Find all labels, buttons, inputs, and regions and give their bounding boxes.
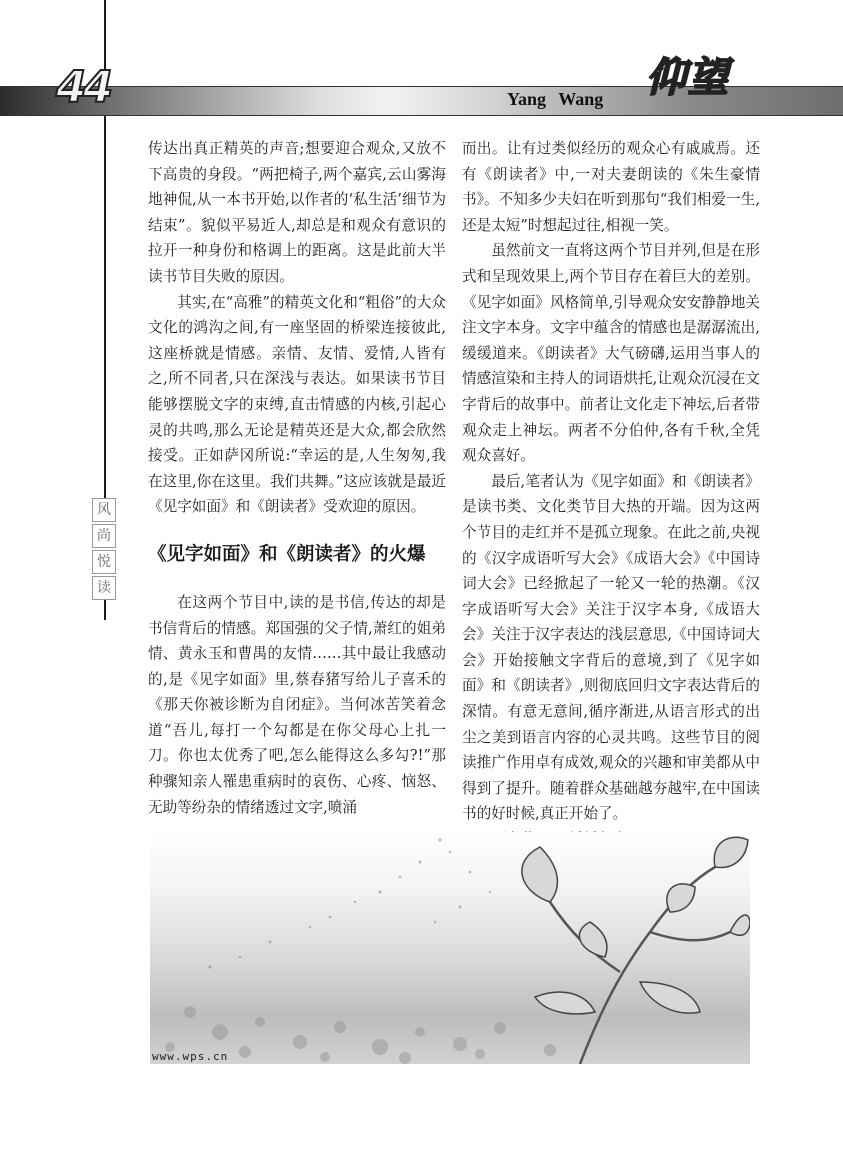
side-label-char: 风 <box>92 498 116 522</box>
paragraph: 在这两个节目中,读的是书信,传达的却是书信背后的情感。郑国强的父子情,萧红的姐弟情、黄永玉和曹禺的友情……其中最让我感动的,是《见字如面》里,蔡春猪写给儿子喜禾的《那天你被诊断为自闭症》。当何冰苦笑着念道“吾儿,每打一个勾都是在你父母心上扎一刀。你也太优秀了吧,怎么能得这么多勾?!”那种骤知亲人罹患重病时的哀伤、心疼、恼怒、无助等纷杂的情绪透过文字,喷涌 <box>148 593 446 816</box>
paragraph: 虽然前文一直将这两个节目并列,但是在形式和呈现效果上,两个节目存在着巨大的差别。《见字如面》风格简单,引导观众安安静静地关注文字本身。文字中蕴含的情感也是潺潺流出,缓缓道来。《朗读者》大气磅礴,运用当事人的情感渲染和主持人的词语烘托,让观众沉浸在文字背后的故事中。前者让文化走下神坛,后者带观众走上神坛。两者不分伯仲,各有千秋,全凭观众喜好。 <box>462 242 760 465</box>
decorative-leaf-image <box>150 832 750 1064</box>
side-label-char: 悦 <box>92 550 116 574</box>
side-label-char: 读 <box>92 576 116 600</box>
watermark-url: www.wps.cn <box>152 1050 229 1063</box>
leaf-illustration <box>150 832 750 1064</box>
header-latin-title: Yang Wang <box>507 89 604 109</box>
paragraph-continued: 而出。让有过类似经历的观众心有戚戚焉。还有《朗读者》中,一对夫妻朗读的《朱生豪情书》。不知多少夫妇在听到那句“我们相爱一生,还是太短”时想起过往,相视一笑。 <box>462 140 760 234</box>
left-column <box>148 136 446 820</box>
section-heading: 《见字如面》和《朗读者》的火爆 <box>148 543 426 565</box>
side-label-char: 尚 <box>92 524 116 548</box>
header-logo: 仰望 <box>646 55 730 101</box>
page-number: 44 <box>56 62 110 113</box>
paragraph-continued: 传达出真正精英的声音;想要迎合观众,又放不下高贵的身段。“两把椅子,两个嘉宾,云山雾海地神侃,从一本书开始,以作者的‘私生活’细节为结束”。貌似平易近人,却总是和观众有意识的拉开一种身份和格调上的距离。这是此前大半读书节目失败的原因。 <box>148 140 446 285</box>
paragraph: 其实,在“高雅”的精英文化和“粗俗”的大众文化的鸿沟之间,有一座坚固的桥梁连接彼此,这座桥就是情感。亲情、友情、爱情,人皆有之,所不同者,只在深浅与表达。如果读书节目能够摆脱文字的束缚,直击情感的内核,引起心灵的共鸣,那么无论是精英还是大众,都会欣然接受。正如萨冈所说:“幸运的是,人生匆匆,我在这里,你在这里。我们共舞。”这应该就是最近《见字如面》和《朗读者》受欢迎的原因。 <box>148 293 446 516</box>
right-column <box>462 136 760 853</box>
section-side-label <box>92 498 116 602</box>
paragraph: 最后,笔者认为《见字如面》和《朗读者》是读书类、文化类节目大热的开端。因为这两个节目的走红并不是孤立现象。在此之前,央视的《汉字成语听写大会》《成语大会》《中国诗词大会》已经掀起了一轮又一轮的热潮。《汉字成语听写大会》关注于汉字本身,《成语大会》关注于汉字表达的浅层意思,《中国诗词大会》开始接触文字背后的意境,到了《见字如面》和《朗读者》,则彻底回归文字表达背后的深情。有意无意间,循序渐进,从语言形式的出尘之美到语言内容的心灵共鸣。这些节目的阅读推广作用卓有成效,观众的兴趣和审美都从中得到了提升。随着群众基础越夯越牢,在中国读书的好时候,真正开始了。 <box>462 472 760 823</box>
